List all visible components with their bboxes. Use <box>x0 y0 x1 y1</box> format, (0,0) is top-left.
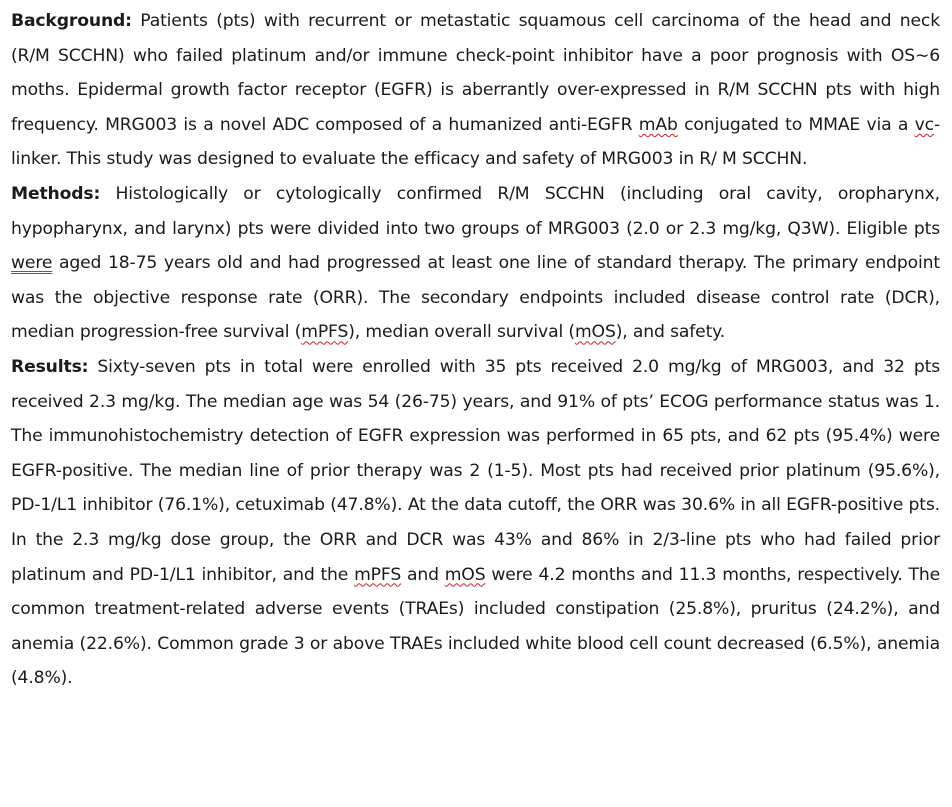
spelling-flag-mos-results: mOS <box>444 564 486 585</box>
background-text-3: -linker. This study was designed to evaluate the efficacy and safety of MRG003 in R/ M SCCHN. <box>11 114 940 170</box>
results-paragraph <box>11 350 940 696</box>
background-text-2: conjugated to MMAE via a <box>677 114 915 135</box>
methods-text-2: aged 18-75 years old and had progressed at least one line of standard therapy. The primary endpoint was the objective response rate (ORR). The secondary endpoints included disease control rate (DCR), median progression-free survival ( <box>11 253 940 343</box>
grammar-flag-were: were <box>11 253 53 274</box>
results-text-2: and <box>401 564 445 585</box>
results-text-1: Sixty-seven pts in total were enrolled with 35 pts received 2.0 mg/kg of MRG003, and 32 pts received 2.3 mg/kg. The median age was 54 (26-75) years, and 91% of pts’ ECOG performance status was 1. The immunohistochemistry detection of EGFR expression was performed in 65 pts, and 62 pts (95.4%) were EGFR-positive. The median line of prior therapy was 2 (1-5). Most pts had received prior platinum (95.6%), PD-1/L1 inhibitor (76.1%), cetuximab (47.8%). At the data cutoff, the ORR was 30.6% in all EGFR-positive pts. In the 2.3 mg/kg dose group, the ORR and DCR was 43% and 86% in 2/3-line pts who had failed prior platinum and PD-1/L1 inhibitor, and the <box>11 356 940 585</box>
background-paragraph <box>11 4 940 177</box>
methods-text-4: ), and safety. <box>615 322 726 343</box>
methods-text-1: Histologically or cytologically confirmed R/M SCCHN (including oral cavity, oropharynx, hypopharynx, and larynx) pts were divided into two groups of MRG003 (2.0 or 2.3 mg/kg, Q3W). Eligible pts <box>11 183 940 239</box>
background-heading: Background: <box>11 11 132 31</box>
results-heading: Results: <box>11 356 89 377</box>
spelling-flag-mos: mOS <box>574 322 616 343</box>
background-text-1: Patients (pts) with recurrent or metastatic squamous cell carcinoma of the head and neck (R/M SCCHN) who failed platinum and/or immune check-point inhibitor have a poor prognosis with OS∼6 moths. Epidermal growth factor receptor (EGFR) is aberrantly over-expressed in R/M SCCHN pts with high frequency. MRG003 is a novel ADC composed of a humanized anti-EGFR <box>11 11 940 135</box>
results-text-3: were 4.2 months and 11.3 months, respectively. The common treatment-related adverse events (TRAEs) included constipation (25.8%), pruritus (24.2%), and anemia (22.6%). Common grade 3 or above TRAEs included white blood cell count decreased (6.5%), anemia (4.8%). <box>11 564 941 689</box>
methods-text-3: ), median overall survival ( <box>348 322 575 343</box>
spelling-flag-vc: vc <box>914 114 934 135</box>
spelling-flag-mpfs: mPFS <box>301 322 349 343</box>
spelling-flag-mpfs-results: mPFS <box>354 564 402 585</box>
spelling-flag-mab: mAb <box>638 114 678 135</box>
methods-paragraph <box>11 177 940 350</box>
methods-heading: Methods: <box>11 183 101 204</box>
